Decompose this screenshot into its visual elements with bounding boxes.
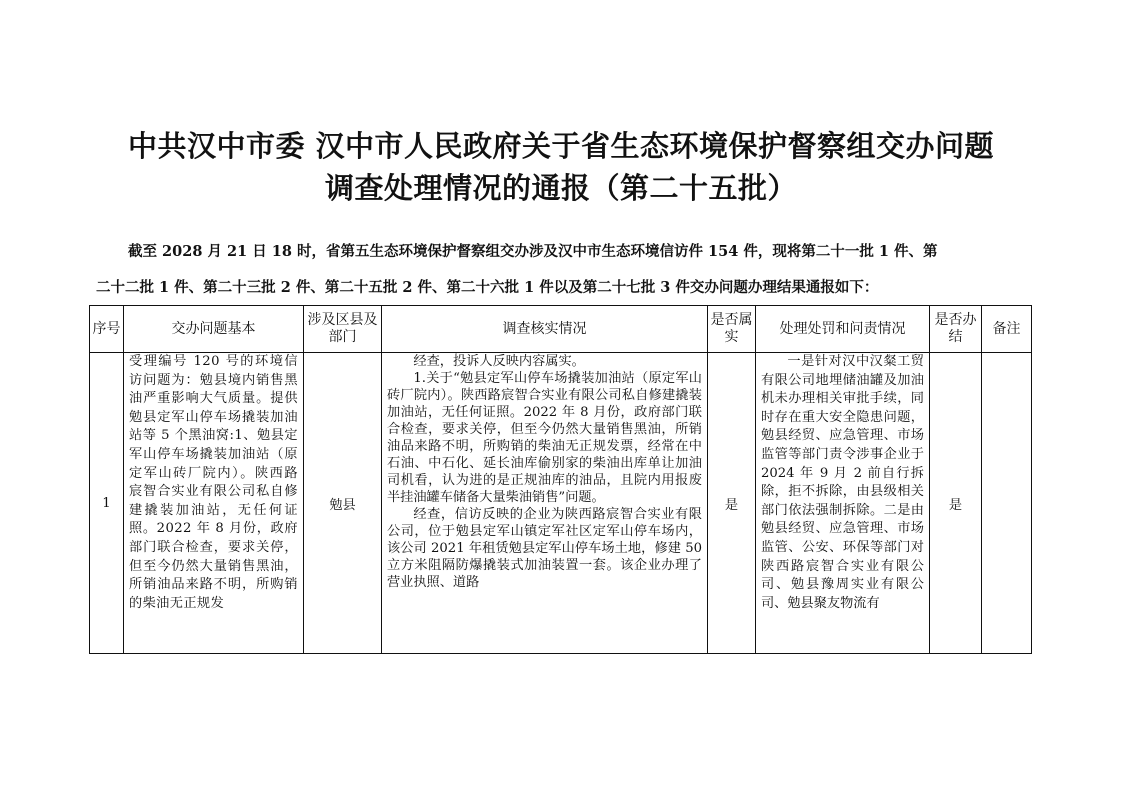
- intro-paragraph-line-2: 二十二批 1 件、第二十三批 2 件、第二十五批 2 件、第二十六批 1 件以及第二十七批 3 件交办问题办理结果通报如下：: [96, 279, 879, 296]
- header-verified: 是否属实: [708, 306, 756, 353]
- investigation-paragraph-3: 经查，信访反映的企业为陕西路宸智合实业有限公司，位于勉县定军山镇定军社区定军山停车场内，该公司 2021 年租赁勉县定军山停车场土地，修建 50 立方米阻隔防爆撬装式加油装置一套。该企业办理了营业执照、道路: [387, 507, 702, 590]
- header-investigation: 调查核实情况: [382, 306, 708, 353]
- issue-text: 受理编号 120 号的环境信访问题为：勉县境内销售黑油严重影响大气质量。提供勉县定军山停车场撬装加油站等 5 个黑油窝:1、勉县定军山停车场撬装加油站（原定军山砖厂院内）。陕西路宸智合实业有限公司私自修建撬装加油站，无任何证照。2022 年 8 月份，政府部门联合检查，要求关停，但至今仍然大量销售黑油，所销油品来路不明，所购销的柴油无正规发: [129, 354, 298, 611]
- table-header-row: [90, 306, 1032, 353]
- cell-seq: 1: [90, 353, 124, 654]
- investigation-paragraph-1: 经查，投诉人反映内容属实。: [413, 354, 585, 369]
- intro-paragraph-line-1: 截至 2028 月 21 日 18 时，省第五生态环境保护督察组交办涉及汉中市生态环境信访件 154 件，现将第二十一批 1 件、第: [128, 243, 938, 260]
- handling-text: 一是针对汉中汉粲工贸有限公司地埋储油罐及加油机未办理相关审批手续，同时存在重大安全隐患问题，勉县经贸、应急管理、市场监管等部门责令涉事企业于 2024 年 9 月 2 前自行拆除，拒不拆除，由县级相关部门依法强制拆除。二是由勉县经贸、应急管理、市场监管、公安、环保等部门对陕西路宸智合实业有限公司、勉县豫周实业有限公司、勉县聚友物流有: [761, 354, 924, 611]
- header-closed: 是否办结: [930, 306, 982, 353]
- investigation-paragraph-2: 1.关于“勉县定军山停车场撬装加油站（原定军山砖厂院内）。陕西路宸智合实业有限公司私自修建撬装加油站，无任何证照。2022 年 8 月份，政府部门联合检查，要求关停，但至今仍然大量销售黑油，所销油品来路不明，所购销的柴油无正规发票，经常在中石油、中石化、延长油库偷别家的柴油出库单让加油司机看，认为进的是正规油库的油品，且院内用报废半挂油罐车储备大量柴油销售”问题。: [387, 371, 702, 505]
- cell-handling: [756, 353, 930, 654]
- cell-remark: [982, 353, 1032, 654]
- report-table: [89, 305, 1032, 654]
- cell-closed: 是: [930, 353, 982, 654]
- report-title-line-2: 调查处理情况的通报（第二十五批）: [324, 171, 797, 205]
- investigation-text: [382, 353, 707, 653]
- header-handling: 处理处罚和问责情况: [756, 306, 930, 353]
- cell-investigation: [382, 353, 708, 654]
- cell-verified: 是: [708, 353, 756, 654]
- header-seq: 序号: [90, 306, 124, 353]
- header-dept: 涉及区县及部门: [304, 306, 382, 353]
- cell-dept: 勉县: [304, 353, 382, 654]
- header-issue: 交办问题基本: [124, 306, 304, 353]
- report-title-line-1: 中共汉中市委 汉中市人民政府关于省生态环境保护督察组交办问题: [127, 129, 995, 163]
- header-remark: 备注: [982, 306, 1032, 353]
- table-row: [90, 353, 1032, 654]
- cell-issue: [124, 353, 304, 654]
